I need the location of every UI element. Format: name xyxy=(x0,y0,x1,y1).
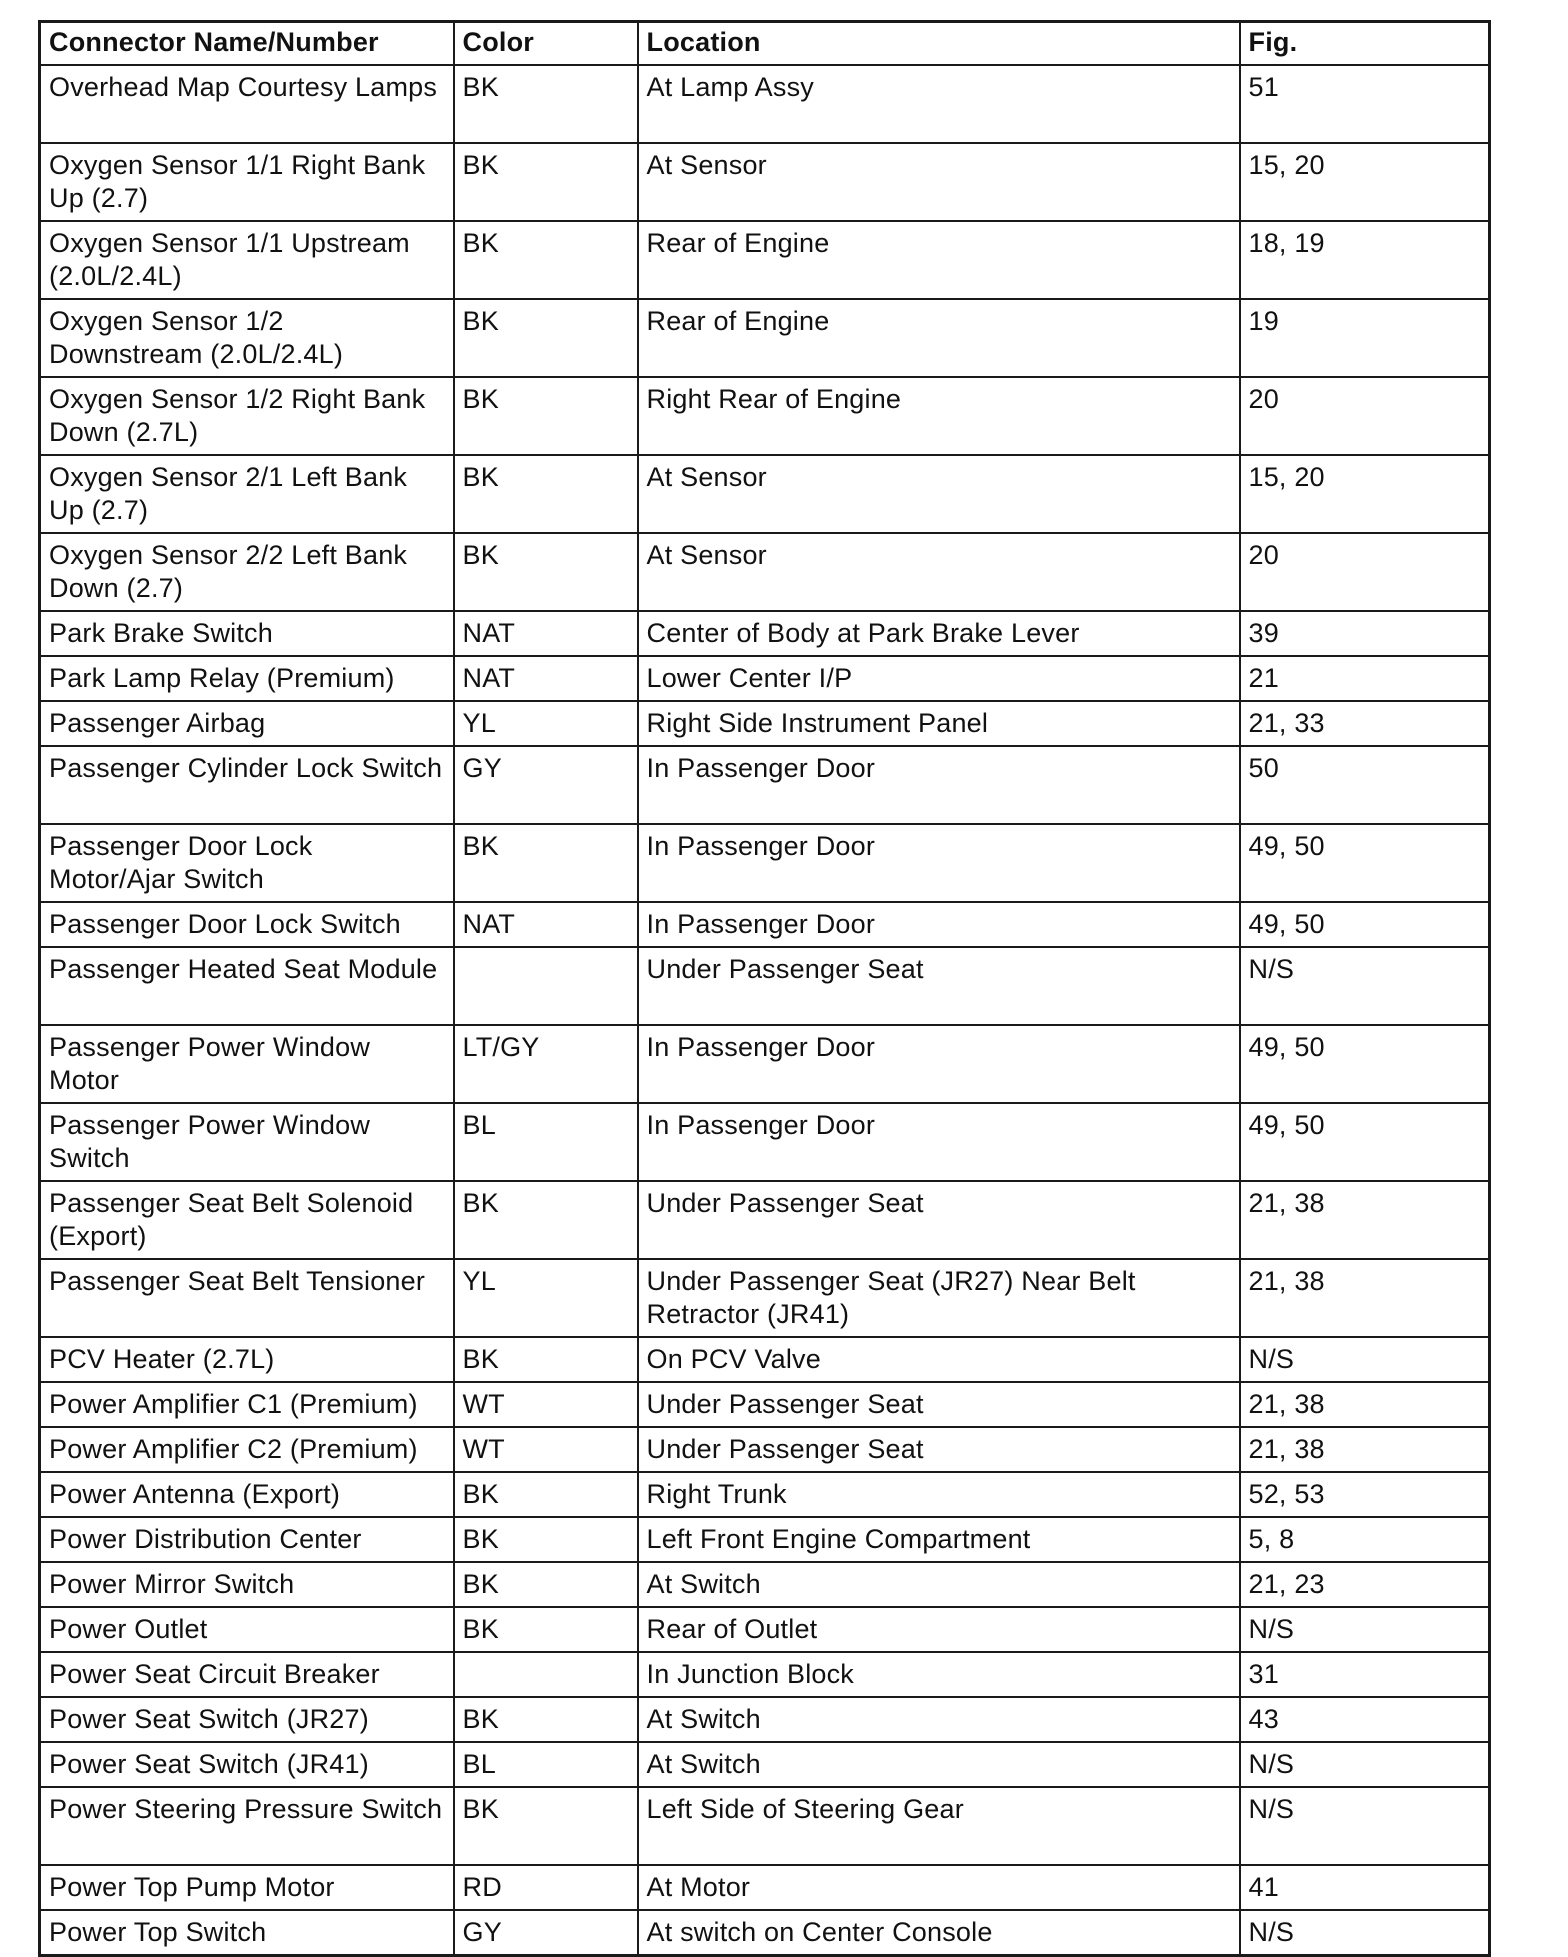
cell-connector-name: Power Mirror Switch xyxy=(40,1562,454,1607)
cell-connector-name: Oxygen Sensor 2/1 Left Bank Up (2.7) xyxy=(40,455,454,533)
cell-color: GY xyxy=(454,1910,638,1956)
cell-color: BK xyxy=(454,1787,638,1865)
cell-fig: 49, 50 xyxy=(1240,902,1490,947)
cell-location: In Junction Block xyxy=(638,1652,1240,1697)
header-fig: Fig. xyxy=(1240,22,1490,66)
cell-connector-name: Power Distribution Center xyxy=(40,1517,454,1562)
table-row xyxy=(40,299,1490,377)
cell-color: GY xyxy=(454,746,638,824)
cell-connector-name: Power Seat Switch (JR41) xyxy=(40,1742,454,1787)
table-row xyxy=(40,947,1490,1025)
table-row xyxy=(40,824,1490,902)
table-row xyxy=(40,746,1490,824)
table-row xyxy=(40,1427,1490,1472)
cell-color: BK xyxy=(454,455,638,533)
cell-connector-name: Passenger Seat Belt Solenoid (Export) xyxy=(40,1181,454,1259)
cell-location: At Sensor xyxy=(638,455,1240,533)
cell-fig: 21, 38 xyxy=(1240,1427,1490,1472)
cell-location: At switch on Center Console xyxy=(638,1910,1240,1956)
cell-location: On PCV Valve xyxy=(638,1337,1240,1382)
table-row xyxy=(40,1607,1490,1652)
cell-fig: 21, 23 xyxy=(1240,1562,1490,1607)
cell-location: Under Passenger Seat xyxy=(638,1427,1240,1472)
table-row xyxy=(40,377,1490,455)
cell-connector-name: Power Top Switch xyxy=(40,1910,454,1956)
cell-connector-name: Oxygen Sensor 1/2 Downstream (2.0L/2.4L) xyxy=(40,299,454,377)
cell-fig: 21, 38 xyxy=(1240,1259,1490,1337)
cell-connector-name: PCV Heater (2.7L) xyxy=(40,1337,454,1382)
cell-color: BK xyxy=(454,1337,638,1382)
cell-location: Rear of Engine xyxy=(638,221,1240,299)
cell-color: WT xyxy=(454,1427,638,1472)
cell-fig: N/S xyxy=(1240,1787,1490,1865)
cell-connector-name: Passenger Airbag xyxy=(40,701,454,746)
cell-location: Under Passenger Seat xyxy=(638,1382,1240,1427)
cell-location: Under Passenger Seat (JR27) Near Belt Retractor (JR41) xyxy=(638,1259,1240,1337)
cell-color: BL xyxy=(454,1742,638,1787)
cell-color: BK xyxy=(454,221,638,299)
cell-connector-name: Passenger Door Lock Switch xyxy=(40,902,454,947)
cell-color: BK xyxy=(454,1181,638,1259)
cell-color: NAT xyxy=(454,611,638,656)
cell-color: BK xyxy=(454,533,638,611)
cell-location: At Sensor xyxy=(638,533,1240,611)
cell-connector-name: Passenger Door Lock Motor/Ajar Switch xyxy=(40,824,454,902)
cell-location: Right Trunk xyxy=(638,1472,1240,1517)
cell-connector-name: Power Seat Circuit Breaker xyxy=(40,1652,454,1697)
cell-fig: 51 xyxy=(1240,65,1490,143)
cell-fig: 31 xyxy=(1240,1652,1490,1697)
table-row xyxy=(40,611,1490,656)
table-row xyxy=(40,1181,1490,1259)
cell-fig: 21, 38 xyxy=(1240,1181,1490,1259)
cell-connector-name: Power Amplifier C1 (Premium) xyxy=(40,1382,454,1427)
cell-location: Left Front Engine Compartment xyxy=(638,1517,1240,1562)
cell-connector-name: Passenger Power Window Motor xyxy=(40,1025,454,1103)
cell-fig: 21, 38 xyxy=(1240,1382,1490,1427)
cell-location: Rear of Engine xyxy=(638,299,1240,377)
cell-fig: 41 xyxy=(1240,1865,1490,1910)
cell-fig: 21, 33 xyxy=(1240,701,1490,746)
cell-connector-name: Passenger Seat Belt Tensioner xyxy=(40,1259,454,1337)
cell-location: In Passenger Door xyxy=(638,746,1240,824)
cell-connector-name: Power Seat Switch (JR27) xyxy=(40,1697,454,1742)
table-row xyxy=(40,1337,1490,1382)
table-row xyxy=(40,1787,1490,1865)
table-row xyxy=(40,1742,1490,1787)
table-row xyxy=(40,1910,1490,1956)
header-color: Color xyxy=(454,22,638,66)
table-row xyxy=(40,1865,1490,1910)
header-location: Location xyxy=(638,22,1240,66)
cell-fig: 50 xyxy=(1240,746,1490,824)
table-row xyxy=(40,1562,1490,1607)
cell-fig: 49, 50 xyxy=(1240,1103,1490,1181)
table-row xyxy=(40,533,1490,611)
cell-color: BK xyxy=(454,1472,638,1517)
cell-location: At Switch xyxy=(638,1742,1240,1787)
cell-color: BL xyxy=(454,1103,638,1181)
cell-location: Right Rear of Engine xyxy=(638,377,1240,455)
table-body xyxy=(40,65,1490,1956)
cell-color: NAT xyxy=(454,656,638,701)
cell-color: YL xyxy=(454,1259,638,1337)
cell-location: At Sensor xyxy=(638,143,1240,221)
table-row xyxy=(40,1025,1490,1103)
cell-location: Under Passenger Seat xyxy=(638,947,1240,1025)
cell-connector-name: Oxygen Sensor 2/2 Left Bank Down (2.7) xyxy=(40,533,454,611)
cell-color: WT xyxy=(454,1382,638,1427)
cell-fig: N/S xyxy=(1240,1337,1490,1382)
cell-color: BK xyxy=(454,143,638,221)
cell-connector-name: Passenger Heated Seat Module xyxy=(40,947,454,1025)
cell-location: Rear of Outlet xyxy=(638,1607,1240,1652)
cell-connector-name: Power Steering Pressure Switch xyxy=(40,1787,454,1865)
cell-fig: 43 xyxy=(1240,1697,1490,1742)
cell-fig: 15, 20 xyxy=(1240,455,1490,533)
cell-fig: 19 xyxy=(1240,299,1490,377)
cell-connector-name: Passenger Power Window Switch xyxy=(40,1103,454,1181)
cell-connector-name: Power Top Pump Motor xyxy=(40,1865,454,1910)
cell-connector-name: Overhead Map Courtesy Lamps xyxy=(40,65,454,143)
cell-connector-name: Oxygen Sensor 1/1 Upstream (2.0L/2.4L) xyxy=(40,221,454,299)
cell-location: Left Side of Steering Gear xyxy=(638,1787,1240,1865)
cell-connector-name: Park Brake Switch xyxy=(40,611,454,656)
cell-fig: 20 xyxy=(1240,533,1490,611)
cell-location: In Passenger Door xyxy=(638,902,1240,947)
cell-color: BK xyxy=(454,1697,638,1742)
cell-fig: 20 xyxy=(1240,377,1490,455)
cell-color xyxy=(454,947,638,1025)
cell-color: BK xyxy=(454,299,638,377)
table-row xyxy=(40,143,1490,221)
cell-fig: N/S xyxy=(1240,1607,1490,1652)
table-row xyxy=(40,65,1490,143)
cell-connector-name: Oxygen Sensor 1/1 Right Bank Up (2.7) xyxy=(40,143,454,221)
cell-color: BK xyxy=(454,377,638,455)
cell-fig: N/S xyxy=(1240,947,1490,1025)
cell-location: Under Passenger Seat xyxy=(638,1181,1240,1259)
cell-fig: N/S xyxy=(1240,1910,1490,1956)
table-row xyxy=(40,1472,1490,1517)
cell-location: Lower Center I/P xyxy=(638,656,1240,701)
connector-table xyxy=(38,20,1491,1957)
table-row xyxy=(40,1259,1490,1337)
cell-color: BK xyxy=(454,1607,638,1652)
cell-location: In Passenger Door xyxy=(638,1025,1240,1103)
cell-location: At Motor xyxy=(638,1865,1240,1910)
cell-color xyxy=(454,1652,638,1697)
cell-connector-name: Oxygen Sensor 1/2 Right Bank Down (2.7L) xyxy=(40,377,454,455)
cell-fig: 52, 53 xyxy=(1240,1472,1490,1517)
cell-color: BK xyxy=(454,824,638,902)
table-row xyxy=(40,221,1490,299)
cell-location: Right Side Instrument Panel xyxy=(638,701,1240,746)
cell-fig: 21 xyxy=(1240,656,1490,701)
cell-color: RD xyxy=(454,1865,638,1910)
table-row xyxy=(40,656,1490,701)
cell-location: At Switch xyxy=(638,1562,1240,1607)
table-row xyxy=(40,1652,1490,1697)
cell-connector-name: Park Lamp Relay (Premium) xyxy=(40,656,454,701)
table-row xyxy=(40,701,1490,746)
table-row xyxy=(40,455,1490,533)
cell-color: YL xyxy=(454,701,638,746)
header-connector-name: Connector Name/Number xyxy=(40,22,454,66)
cell-color: BK xyxy=(454,65,638,143)
cell-location: At Switch xyxy=(638,1697,1240,1742)
cell-fig: 39 xyxy=(1240,611,1490,656)
cell-location: At Lamp Assy xyxy=(638,65,1240,143)
cell-location: In Passenger Door xyxy=(638,824,1240,902)
table-row xyxy=(40,902,1490,947)
table-header-row xyxy=(40,22,1490,66)
cell-color: BK xyxy=(454,1562,638,1607)
cell-connector-name: Power Antenna (Export) xyxy=(40,1472,454,1517)
table-row xyxy=(40,1517,1490,1562)
cell-color: NAT xyxy=(454,902,638,947)
table-row xyxy=(40,1697,1490,1742)
cell-fig: 49, 50 xyxy=(1240,1025,1490,1103)
cell-fig: 18, 19 xyxy=(1240,221,1490,299)
cell-fig: 49, 50 xyxy=(1240,824,1490,902)
table-row xyxy=(40,1382,1490,1427)
cell-location: In Passenger Door xyxy=(638,1103,1240,1181)
cell-color: BK xyxy=(454,1517,638,1562)
cell-fig: N/S xyxy=(1240,1742,1490,1787)
table-row xyxy=(40,1103,1490,1181)
cell-fig: 5, 8 xyxy=(1240,1517,1490,1562)
cell-location: Center of Body at Park Brake Lever xyxy=(638,611,1240,656)
cell-connector-name: Passenger Cylinder Lock Switch xyxy=(40,746,454,824)
cell-connector-name: Power Outlet xyxy=(40,1607,454,1652)
cell-fig: 15, 20 xyxy=(1240,143,1490,221)
cell-connector-name: Power Amplifier C2 (Premium) xyxy=(40,1427,454,1472)
cell-color: LT/GY xyxy=(454,1025,638,1103)
